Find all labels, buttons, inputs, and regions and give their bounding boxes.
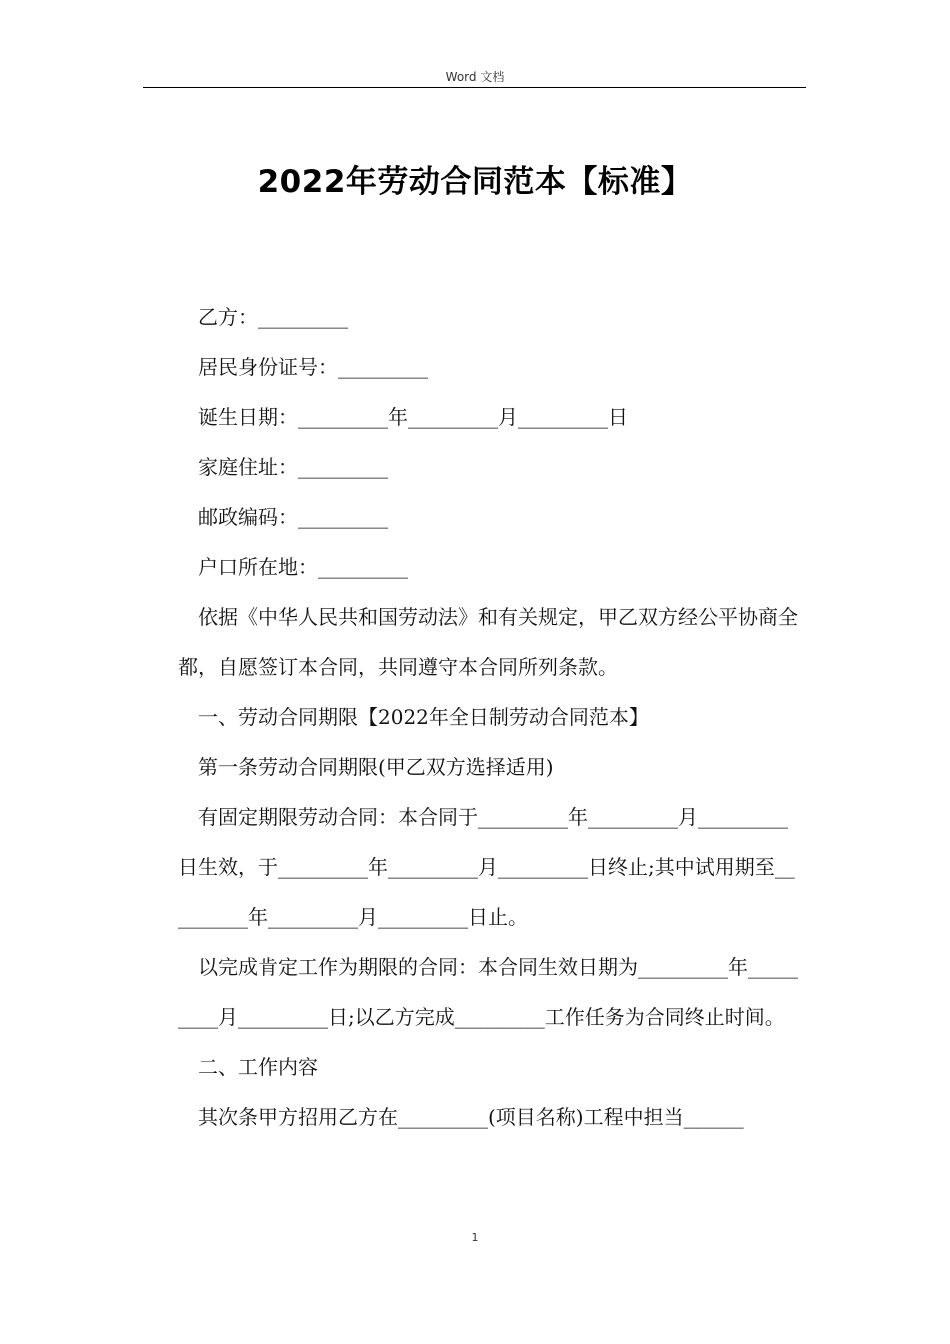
document-title: 2022年劳动合同范本【标准】 (257, 164, 693, 200)
page-number: 1 (471, 1231, 479, 1244)
home-address-line: 家庭住址：_________ (198, 455, 388, 479)
fixed-term-paragraph: 有固定期限劳动合同：本合同于_________年_________月_________日生效，于_________年_________月_________日终止;其中试用期至_________年_________月_________日止。 (178, 805, 795, 929)
id-number-line: 居民身份证号：_________ (198, 355, 428, 379)
party-b-line: 乙方：_________ (198, 305, 348, 329)
household-registration-line: 户口所在地：_________ (198, 555, 408, 579)
header-rule (143, 87, 806, 88)
postal-code-line: 邮政编码：_________ (198, 505, 388, 529)
section-heading-contract-term: 一、劳动合同期限【2022年全日制劳动合同范本】 (198, 705, 649, 729)
preamble-paragraph: 依据《中华人民共和国劳动法》和有关规定，甲乙双方经公平协商全都，自愿签订本合同，共同遵守本合同所列条款。 (178, 605, 798, 679)
birth-date-line: 诞生日期：_________年_________月_________日 (198, 405, 628, 429)
header-label: Word 文档 (445, 70, 505, 84)
task-term-paragraph: 以完成肯定工作为期限的合同：本合同生效日期为_________年_________月_________日;以乙方完成_________工作任务为合同终止时间。 (178, 955, 798, 1029)
section-heading-work-content: 二、工作内容 (198, 1055, 318, 1079)
article-two-paragraph: 其次条甲方招用乙方在_________(项目名称)工程中担当______ (198, 1105, 744, 1129)
article-one-heading: 第一条劳动合同期限(甲乙双方选择适用) (198, 755, 554, 779)
document-body (178, 292, 803, 1142)
